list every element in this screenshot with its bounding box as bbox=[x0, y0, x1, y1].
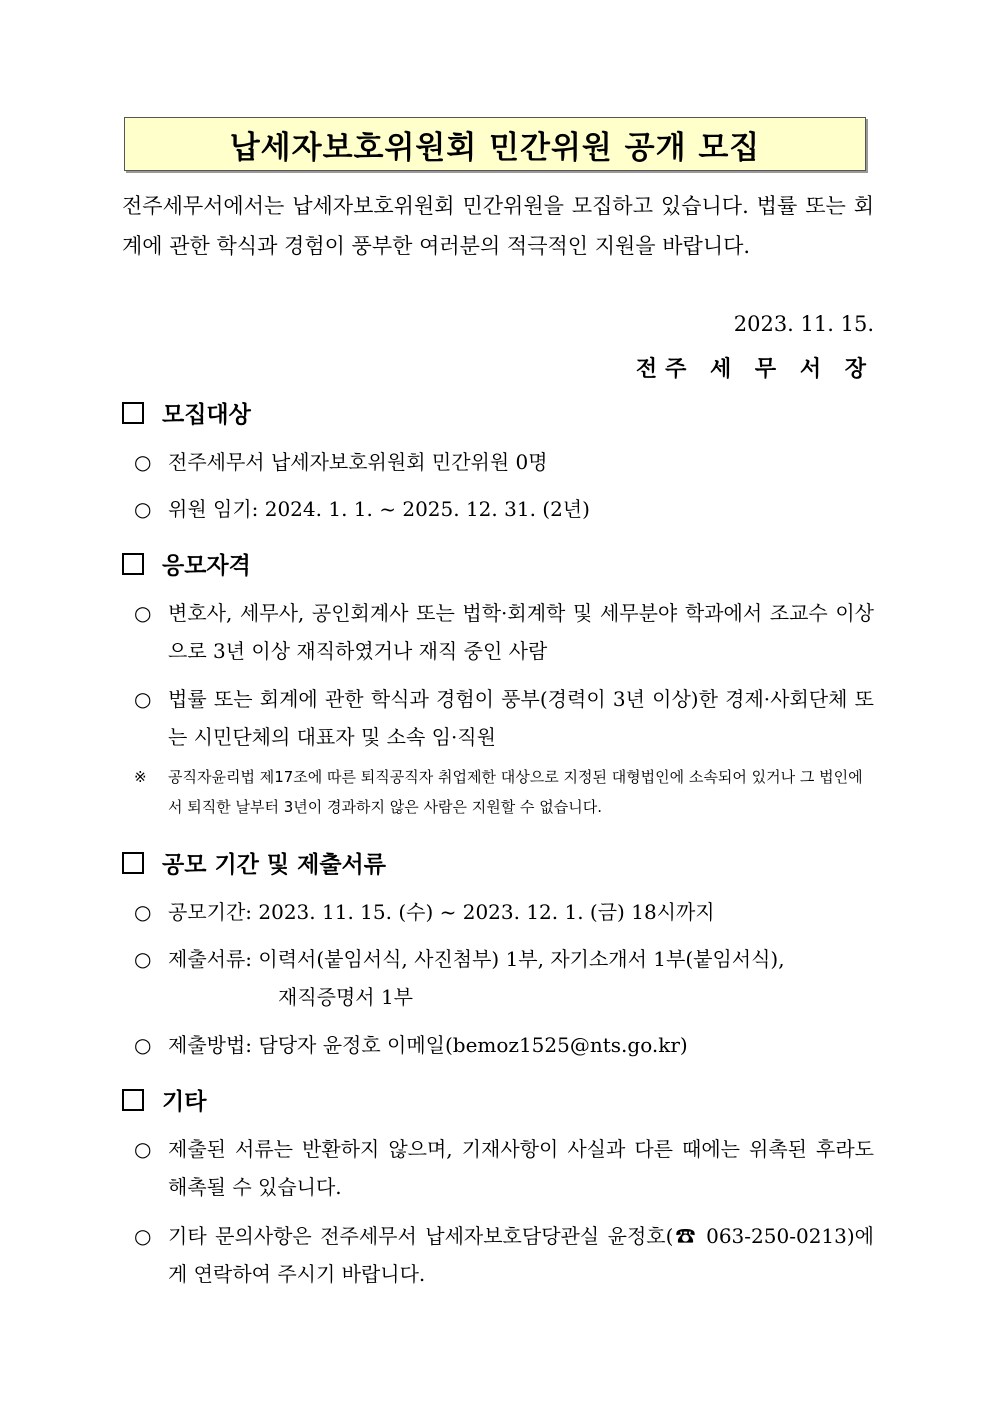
list-item-continuation: 재직증명서 1부 bbox=[278, 985, 414, 1009]
circle-bullet-icon: ○ bbox=[134, 687, 152, 711]
circle-bullet-icon: ○ bbox=[134, 1137, 152, 1161]
checkbox-square-icon bbox=[122, 553, 144, 575]
list-item: ○ 변호사, 세무사, 공인회계사 또는 법학·회계학 및 세무분야 학과에서 조교수 이상으로 3년 이상 재직하였거나 재직 중인 사람 bbox=[134, 594, 874, 670]
section-heading-text: 모집대상 bbox=[162, 402, 251, 428]
circle-bullet-icon: ○ bbox=[134, 1033, 152, 1057]
list-item: ○ 위원 임기: 2024. 1. 1. ~ 2025. 12. 31. (2년) bbox=[134, 490, 874, 528]
list-item: ○ 공모기간: 2023. 11. 15. (수) ~ 2023. 12. 1. (금) 18시까지 bbox=[134, 893, 874, 931]
circle-bullet-icon: ○ bbox=[134, 601, 152, 625]
circle-bullet-icon: ○ bbox=[134, 497, 152, 521]
section-heading-recruitment bbox=[122, 396, 251, 429]
issuer: 전주 세 무 서 장 bbox=[635, 356, 874, 382]
issue-date: 2023. 11. 15. bbox=[733, 312, 874, 336]
checkbox-square-icon bbox=[122, 402, 144, 424]
intro-paragraph: 전주세무서에서는 납세자보호위원회 민간위원을 모집하고 있습니다. 법률 또는 회계에 관한 학식과 경험이 풍부한 여러분의 적극적인 지원을 바랍니다. bbox=[122, 194, 874, 258]
reference-mark-icon: ※ bbox=[134, 768, 147, 786]
section-heading-qualifications bbox=[122, 547, 251, 580]
list-item: ○ 기타 문의사항은 전주세무서 납세자보호담당관실 윤정호(☎ 063-250-0213)에게 연락하여 주시기 바랍니다. bbox=[134, 1217, 874, 1293]
page-title: 납세자보호위원회 민간위원 공개 모집 bbox=[229, 129, 761, 166]
notice-note: ※ 공직자윤리법 제17조에 따른 퇴직공직자 취업제한 대상으로 지정된 대형법인에 소속되어 있거나 그 법인에서 퇴직한 날부터 3년이 경과하지 않은 사람은 지원할 수 없습니다. bbox=[134, 762, 874, 822]
checkbox-square-icon bbox=[122, 1089, 144, 1111]
circle-bullet-icon: ○ bbox=[134, 1224, 152, 1248]
circle-bullet-icon: ○ bbox=[134, 450, 152, 474]
circle-bullet-icon: ○ bbox=[134, 900, 152, 924]
section-heading-text: 공모 기간 및 제출서류 bbox=[162, 852, 386, 878]
checkbox-square-icon bbox=[122, 852, 144, 874]
circle-bullet-icon: ○ bbox=[134, 947, 152, 971]
list-item: ○ 법률 또는 회계에 관한 학식과 경험이 풍부(경력이 3년 이상)한 경제·사회단체 또는 시민단체의 대표자 및 소속 임·직원 bbox=[134, 680, 874, 756]
list-item: ○ 제출서류: 이력서(붙임서식, 사진첨부) 1부, 자기소개서 1부(붙임서식), bbox=[134, 940, 874, 978]
list-item: ○ 제출방법: 담당자 윤정호 이메일(bemoz1525@nts.go.kr) bbox=[134, 1026, 874, 1064]
section-heading-other bbox=[122, 1083, 206, 1116]
list-item: ○ 제출된 서류는 반환하지 않으며, 기재사항이 사실과 다른 때에는 위촉된 후라도 해촉될 수 있습니다. bbox=[134, 1130, 874, 1206]
list-item: ○ 전주세무서 납세자보호위원회 민간위원 0명 bbox=[134, 443, 874, 481]
section-heading-text: 응모자격 bbox=[162, 553, 251, 579]
section-heading-period-documents bbox=[122, 846, 386, 879]
section-heading-text: 기타 bbox=[162, 1089, 207, 1115]
title-box bbox=[124, 117, 866, 171]
